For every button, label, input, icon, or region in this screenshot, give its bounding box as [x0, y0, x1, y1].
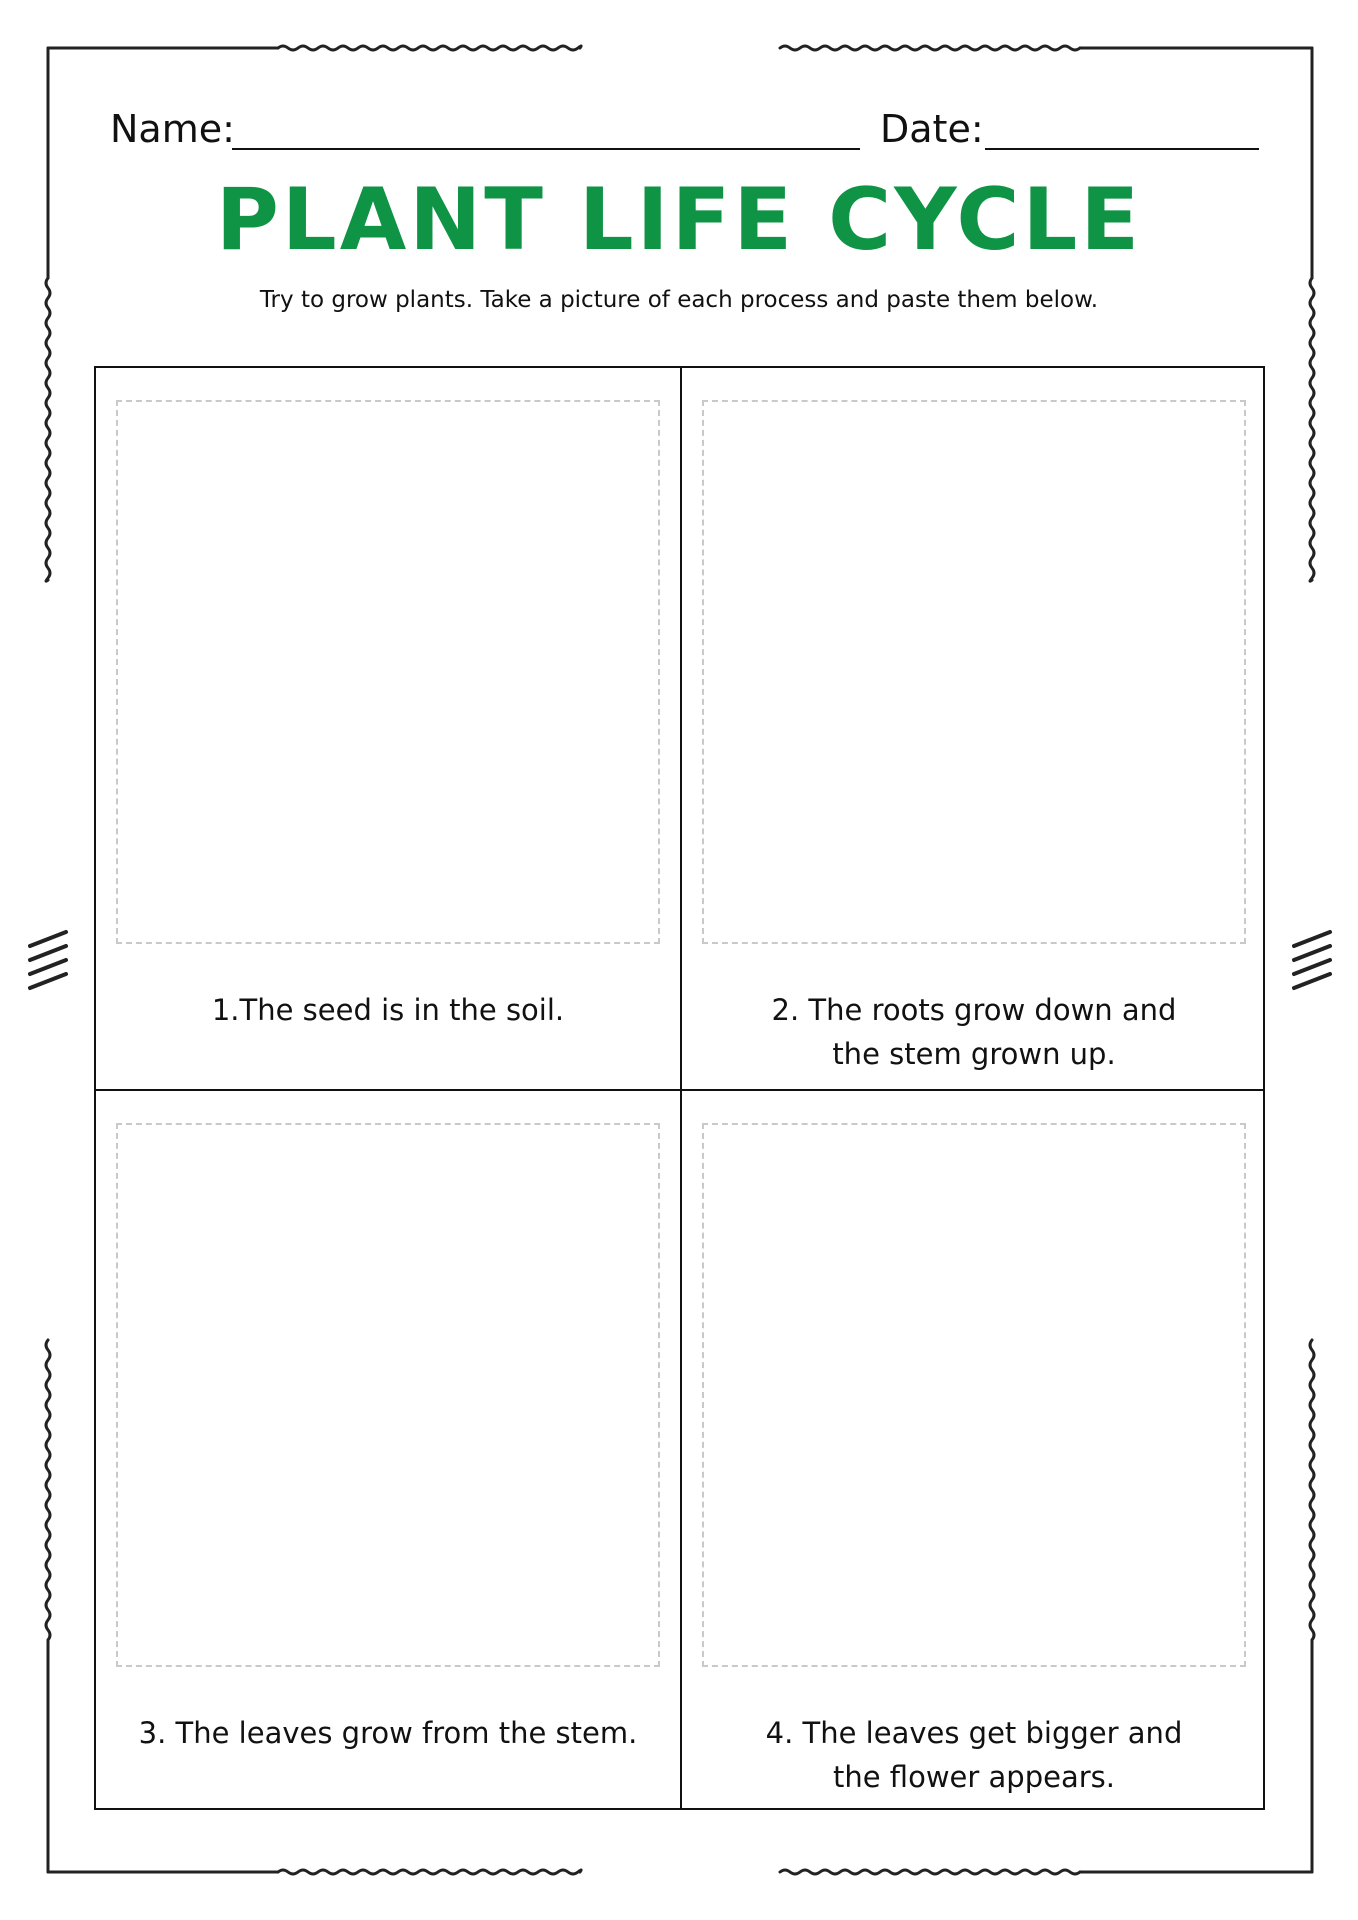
photo-paste-area[interactable] [116, 1123, 660, 1667]
name-line[interactable] [232, 148, 860, 150]
caption-line: the stem grown up. [832, 1037, 1116, 1071]
caption-line: 4. The leaves get bigger and [765, 1716, 1183, 1750]
caption-line: 2. The roots grow down and [771, 993, 1177, 1027]
step-cell-1 [96, 368, 680, 1089]
date-label: Date: [880, 107, 984, 151]
wavy-border-left-top [46, 278, 50, 581]
wavy-border-right-top [1310, 278, 1314, 581]
step-cell-2 [682, 368, 1266, 1089]
wavy-border-bottom-left [278, 1870, 581, 1874]
step-cell-3 [96, 1091, 680, 1812]
wavy-border-right-bottom [1310, 1340, 1314, 1640]
step-caption [682, 1711, 1266, 1799]
wavy-border-left-bottom [46, 1340, 50, 1640]
date-line[interactable] [985, 148, 1259, 150]
caption-line: 3. The leaves grow from the stem. [138, 1716, 638, 1750]
wavy-border-bottom-right [780, 1870, 1080, 1874]
instructions: Try to grow plants. Take a picture of each process and paste them below. [259, 287, 1099, 313]
page-title: PLANT LIFE CYCLE [215, 170, 1143, 270]
photo-paste-area[interactable] [702, 400, 1246, 944]
life-cycle-grid [94, 366, 1265, 1810]
wavy-border-top-left [278, 46, 581, 50]
photo-paste-area[interactable] [702, 1123, 1246, 1667]
step-caption [96, 1711, 680, 1755]
step-caption [96, 988, 680, 1032]
name-label: Name: [110, 107, 235, 151]
hatch-mark-left [30, 932, 66, 988]
caption-line: 1.The seed is in the soil. [211, 993, 565, 1027]
step-cell-4 [682, 1091, 1266, 1812]
header-fields [110, 104, 1260, 164]
wavy-border-top-right [780, 46, 1080, 50]
step-caption [682, 988, 1266, 1076]
hatch-mark-right [1294, 932, 1330, 988]
caption-line: the flower appears. [833, 1760, 1115, 1794]
photo-paste-area[interactable] [116, 400, 660, 944]
